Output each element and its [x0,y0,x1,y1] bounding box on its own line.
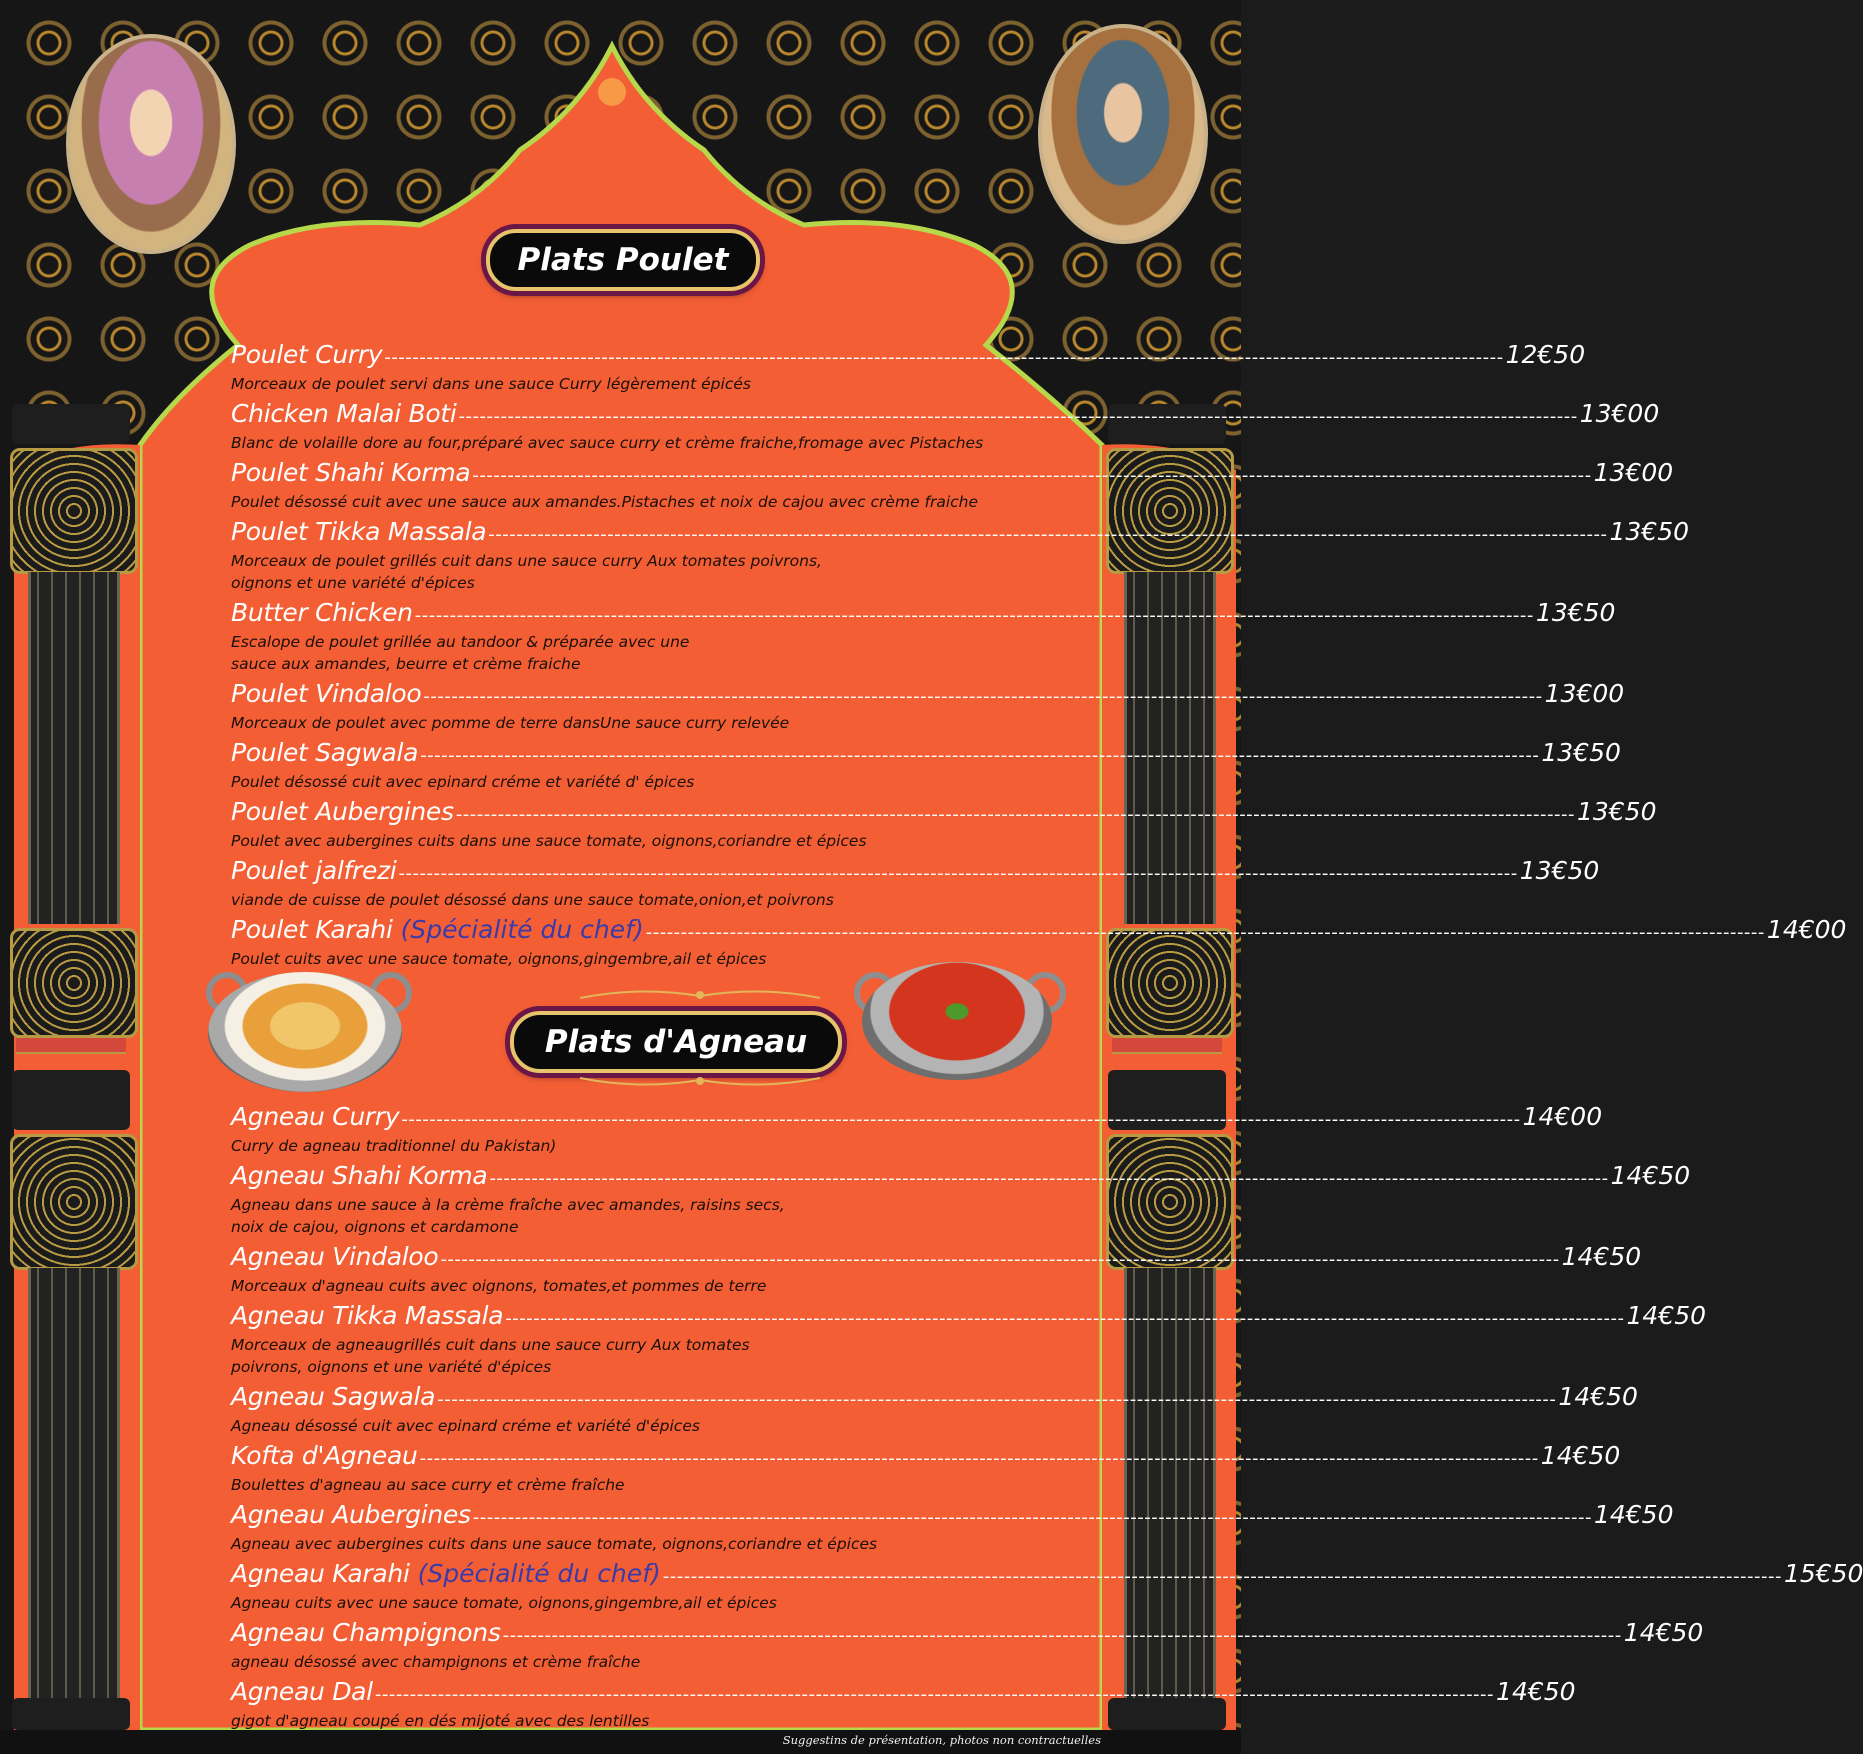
dish-price: 14€50 [1496,1677,1576,1706]
dish-price: 13€50 [1535,598,1616,627]
flourish-top [580,986,820,1004]
dash-leader: ---------------------------------------------------------------------------------------------------------------------------------------------------------------- [472,465,1592,486]
pillar-shaft [28,572,120,924]
dash-leader: ---------------------------------------------------------------------------------------------------------------------------------------------------------------- [401,1109,1521,1130]
dish-description: Morceaux de poulet avec pomme de terre dansUne sauce curry relevée [231,714,790,732]
dish-price: 14€00 [1522,1102,1603,1131]
dish-description: Poulet avec aubergines cuits dans une sauce tomate, oignons,coriandre et épices [231,832,867,850]
dish-name: Agneau Sagwala [231,1382,436,1411]
dish-name: Poulet Curry [231,340,383,369]
pillar-left [6,404,136,1730]
pillar-right [1102,404,1232,1730]
section-title-agneau: Plats d'Agneau [510,1011,842,1073]
dish-price: 13€50 [1519,856,1600,885]
menu-item [231,1677,1576,1732]
menu-item [231,1382,1638,1437]
dish-name: Poulet Tikka Massala [231,517,487,546]
menu-item [231,1500,1674,1555]
dash-leader: ---------------------------------------------------------------------------------------------------------------------------------------------------------------- [488,524,1608,545]
dish-description: Boulettes d'agneau au sace curry et crème fraîche [231,1476,625,1494]
dish-name: Agneau Shahi Korma [231,1161,488,1190]
chicken-karahi-dish-icon [208,972,402,1092]
dish-price: 13€00 [1544,679,1625,708]
dish-name: Poulet Aubergines [231,797,454,826]
menu-item-row [231,915,1847,947]
dish-name: Agneau Aubergines [231,1500,471,1529]
chef-speciality-tag: (Spécialité du chef) [400,915,644,944]
menu-item [231,679,1625,734]
dash-leader: ---------------------------------------------------------------------------------------------------------------------------------------------------------------- [398,863,1518,884]
dish-description: Poulet désossé cuit avec une sauce aux amandes.Pistaches et noix de cajou avec crème fraiche [231,493,979,511]
dash-leader: ---------------------------------------------------------------------------------------------------------------------------------------------------------------- [437,1389,1557,1410]
dash-leader: ---------------------------------------------------------------------------------------------------------------------------------------------------------------- [472,1507,1592,1528]
section-title-poulet: Plats Poulet [486,229,760,291]
menu-item-row [231,1500,1674,1532]
dish-price: 14€50 [1593,1500,1674,1529]
dish-description: Agneau désossé cuit avec epinard créme et variété d'épices [231,1417,700,1435]
menu-item-row [231,1242,1642,1274]
dish-name: Poulet Vindaloo [231,679,422,708]
dish-price: 14€50 [1540,1441,1621,1470]
dish-description: viande de cuisse de poulet désossé dans une sauce tomate,onion,et poivrons [231,891,834,909]
menu-item [231,1102,1603,1157]
dash-leader: ---------------------------------------------------------------------------------------------------------------------------------------------------------------- [645,922,1765,943]
dash-leader: ---------------------------------------------------------------------------------------------------------------------------------------------------------------- [662,1566,1782,1587]
dish-price: 15€50 [1783,1559,1863,1588]
menu-item [231,738,1621,793]
menu-item [231,1618,1704,1673]
menu-item [231,517,1690,594]
dish-name: Agneau Champignons [231,1618,501,1647]
dish-name: Poulet Shahi Korma [231,458,471,487]
dish-description: Agneau cuits avec une sauce tomate, oignons,gingembre,ail et épices [231,1594,777,1612]
dish-price: 14€50 [1623,1618,1704,1647]
menu-item-row [231,1559,1863,1591]
dish-name: Agneau Tikka Massala [231,1301,504,1330]
menu-list-agneau [231,1102,1863,1736]
dish-name: Agneau Dal [231,1677,373,1706]
menu-item-row [231,1102,1603,1134]
dish-name: Chicken Malai Boti [231,399,457,428]
menu-item-row [231,1618,1704,1650]
dash-leader: ---------------------------------------------------------------------------------------------------------------------------------------------------------------- [423,686,1543,707]
dish-price: 12€50 [1505,340,1586,369]
menu-item [231,399,1660,454]
dish-price: 13€50 [1576,797,1657,826]
footer-note: Suggestins de présentation, photos non contractuelles [782,1733,1101,1747]
menu-item [231,458,1674,513]
menu-item [231,797,1657,852]
dish-name: Poulet jalfrezi [231,856,397,885]
dish-description: Blanc de volaille dore au four,préparé avec sauce curry et crème fraiche,fromage avec Pistaches [231,434,984,452]
dash-leader: ---------------------------------------------------------------------------------------------------------------------------------------------------------------- [419,1448,1539,1469]
menu-item-row [231,1161,1691,1193]
pillar-cap [12,1070,130,1130]
menu-item-row [231,458,1674,490]
dish-description: Morceaux de poulet servi dans une sauce Curry légèrement épicés [231,375,751,393]
dish-price: 13€00 [1593,458,1674,487]
menu-item [231,915,1847,970]
pillar-band [1112,1036,1222,1054]
menu-item-row [231,679,1625,711]
menu-item [231,1559,1863,1614]
dish-price: 14€50 [1610,1161,1691,1190]
dash-leader: ---------------------------------------------------------------------------------------------------------------------------------------------------------------- [374,1684,1495,1705]
pillar-ornament [1106,928,1234,1038]
dish-price: 13€50 [1541,738,1621,767]
dish-description: Morceaux de poulet grillés cuit dans une sauce curry Aux tomates poivrons, oignons et une variété d'épices [231,552,822,592]
dish-description: gigot d'agneau coupé en dés mijoté avec des lentilles [231,1712,650,1730]
dish-description: Morceaux de agneaugrillés cuit dans une sauce curry Aux tomates poivrons, oignons et une variété d'épices [231,1336,750,1376]
menu-list-poulet [231,340,1847,974]
menu-item-row [231,856,1600,888]
dish-description: Agneau avec aubergines cuits dans une sauce tomate, oignons,coriandre et épices [231,1535,878,1553]
dish-name: Agneau Vindaloo [231,1242,439,1271]
dash-leader: ---------------------------------------------------------------------------------------------------------------------------------------------------------------- [440,1249,1560,1270]
dish-description: agneau désossé avec champignons et crème fraîche [231,1653,641,1671]
dash-leader: ---------------------------------------------------------------------------------------------------------------------------------------------------------------- [502,1625,1622,1646]
menu-item [231,1161,1691,1238]
dash-leader: ---------------------------------------------------------------------------------------------------------------------------------------------------------------- [384,347,1504,368]
dish-name: Poulet Sagwala [231,738,419,767]
dash-leader: ---------------------------------------------------------------------------------------------------------------------------------------------------------------- [420,745,1540,766]
menu-item-row [231,1677,1576,1709]
menu-item-row [231,598,1616,630]
pillar-cap [12,404,130,444]
dish-price: 14€50 [1561,1242,1642,1271]
lamb-curry-dish-icon [862,962,1052,1080]
pillar-band [16,1036,126,1054]
dish-name: Kofta d'Agneau [231,1441,418,1470]
menu-item [231,1301,1707,1378]
mughal-emperor-portrait-icon [1038,24,1208,244]
menu-item-row [231,1441,1621,1473]
dish-name: Butter Chicken [231,598,413,627]
mughal-empress-portrait-icon [66,34,236,254]
menu-item-row [231,797,1657,829]
dish-name: Poulet Karahi [231,915,393,944]
dish-description: Agneau dans une sauce à la crème fraîche avec amandes, raisins secs, noix de cajou, oignons et cardamone [231,1196,785,1236]
dish-description: Curry de agneau traditionnel du Pakistan) [231,1137,557,1155]
menu-item [231,598,1616,675]
menu-item-row [231,1301,1707,1333]
dish-name: Agneau Curry [231,1102,400,1131]
pillar-ornament [10,928,138,1038]
dish-name: Agneau Karahi [231,1559,410,1588]
pillar-base [12,1698,130,1730]
dish-price: 13€00 [1579,399,1660,428]
menu-item-row [231,1382,1638,1414]
menu-item [231,1441,1621,1496]
dash-leader: ---------------------------------------------------------------------------------------------------------------------------------------------------------------- [455,804,1575,825]
dish-price: 14€50 [1626,1301,1707,1330]
chef-speciality-tag: (Spécialité du chef) [417,1559,661,1588]
menu-item-row [231,340,1586,372]
dish-description: Morceaux d'agneau cuits avec oignons, tomates,et pommes de terre [231,1277,767,1295]
menu-item [231,340,1586,395]
menu-item-row [231,517,1690,549]
dash-leader: ---------------------------------------------------------------------------------------------------------------------------------------------------------------- [505,1308,1625,1329]
menu-item [231,856,1600,911]
dish-price: 14€50 [1558,1382,1638,1411]
dish-price: 14€00 [1766,915,1847,944]
dish-description: Poulet désossé cuit avec epinard créme et variété d' épices [231,773,695,791]
pillar-ornament [10,1134,138,1270]
menu-item [231,1242,1642,1297]
dash-leader: ---------------------------------------------------------------------------------------------------------------------------------------------------------------- [458,406,1578,427]
pillar-shaft [28,1268,120,1698]
dash-leader: ---------------------------------------------------------------------------------------------------------------------------------------------------------------- [489,1168,1609,1189]
pillar-ornament [10,448,138,574]
dish-description: Poulet cuits avec une sauce tomate, oignons,gingembre,ail et épices [231,950,767,968]
menu-item-row [231,738,1621,770]
flourish-bottom [580,1072,820,1090]
dish-description: Escalope de poulet grillée au tandoor & préparée avec une sauce aux amandes, beurre et crème fraiche [231,633,690,673]
dash-leader: ---------------------------------------------------------------------------------------------------------------------------------------------------------------- [414,605,1534,626]
dish-price: 13€50 [1609,517,1690,546]
menu-item-row [231,399,1660,431]
